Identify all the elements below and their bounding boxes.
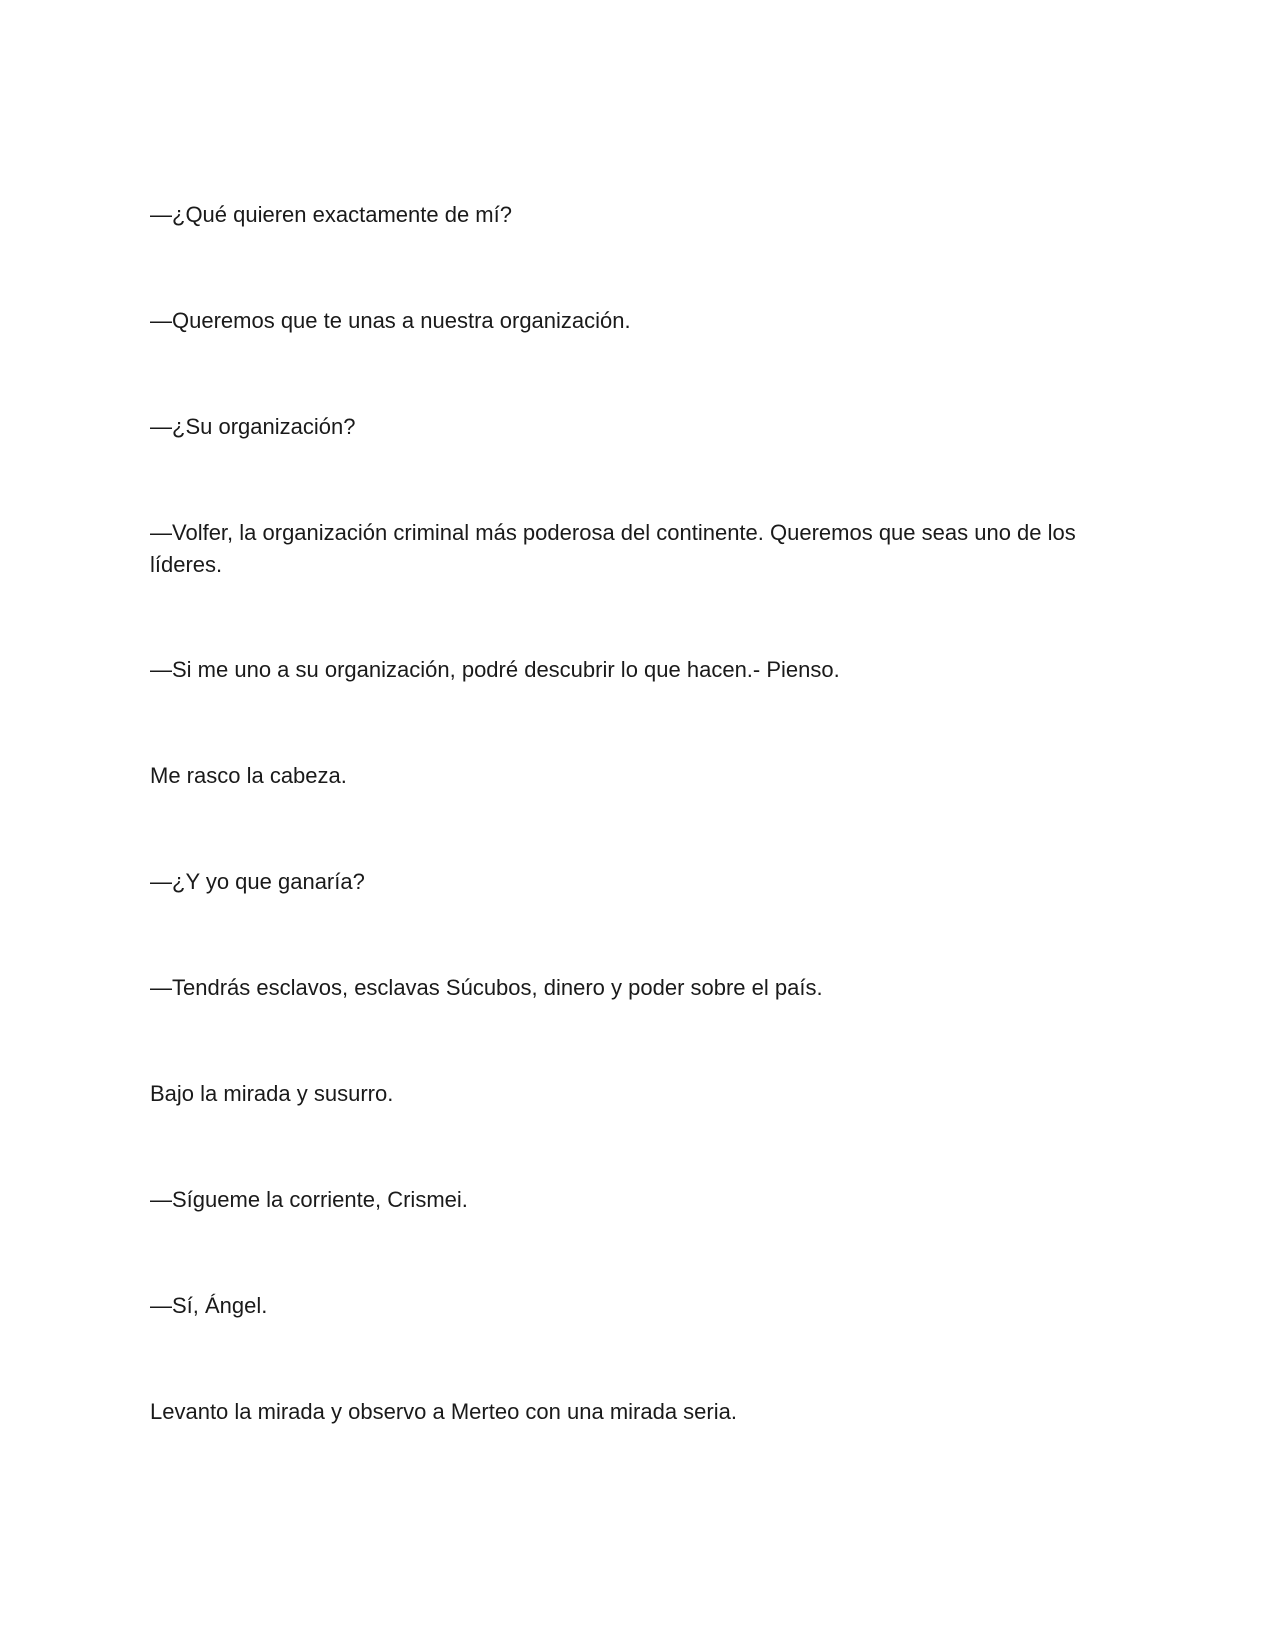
paragraph-10: —Sígueme la corriente, Crismei.: [150, 1187, 468, 1212]
paragraph-3: —¿Su organización?: [150, 414, 356, 439]
paragraph-9: Bajo la mirada y susurro.: [150, 1081, 394, 1106]
paragraph-8: —Tendrás esclavos, esclavas Súcubos, dinero y poder sobre el país.: [150, 975, 823, 1000]
paragraph-12: Levanto la mirada y observo a Merteo con una mirada seria.: [150, 1399, 737, 1424]
paragraph-7: —¿Y yo que ganaría?: [150, 869, 365, 894]
paragraph-5: —Si me uno a su organización, podré descubrir lo que hacen.- Pienso.: [150, 657, 840, 682]
paragraph-1: —¿Qué quieren exactamente de mí?: [150, 202, 512, 227]
paragraph-2: —Queremos que te unas a nuestra organización.: [150, 308, 631, 333]
paragraph-4: —Volfer, la organización criminal más poderosa del continente. Queremos que seas uno de los líderes.: [150, 520, 1076, 577]
paragraph-11: —Sí, Ángel.: [150, 1293, 268, 1318]
paragraph-6: Me rasco la cabeza.: [150, 763, 347, 788]
